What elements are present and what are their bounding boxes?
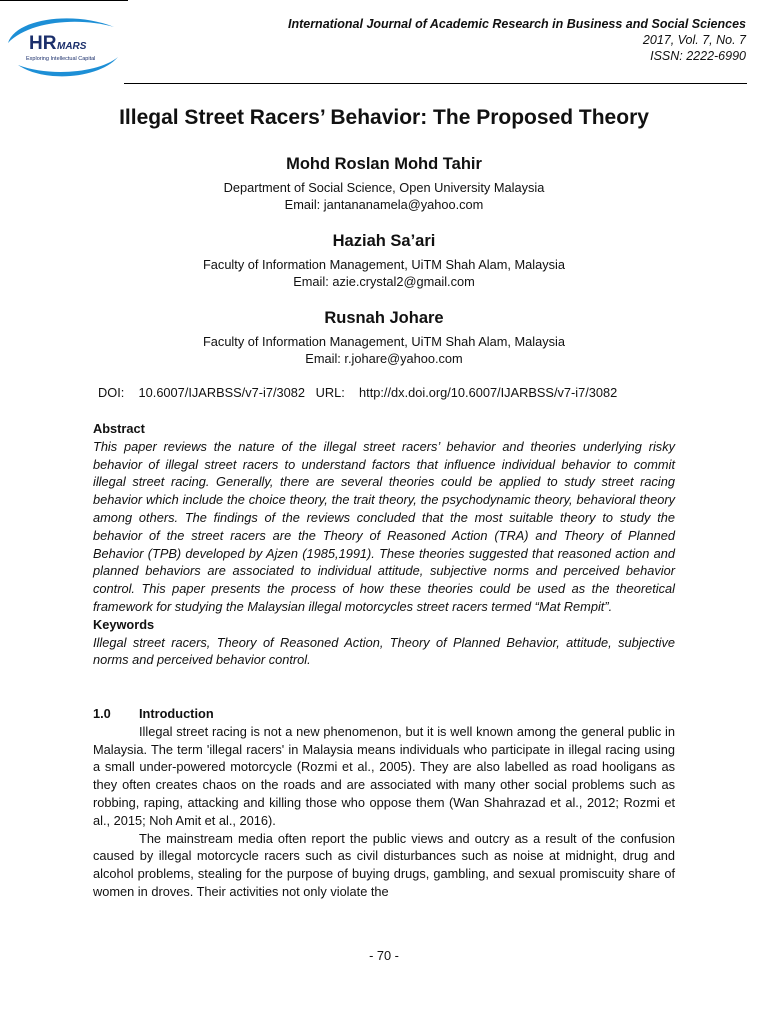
author-email: Email: jantananamela@yahoo.com [284, 197, 484, 212]
intro-paragraph-2: The mainstream media often report the public views and outcry as a result of the confusion caused by illegal motorcycle racers such as civil disturbances such as noise at midnight, drug and alcohol problems, stealing for the purpose of buying drugs, gambling, and sexual promiscuity share of women in droves. Their activities not only violate the [93, 830, 675, 899]
section-title: Introduction [139, 706, 214, 721]
logo-swoosh-icon [4, 13, 122, 83]
introduction-section [93, 705, 675, 901]
logo-main-text: HR [29, 33, 57, 54]
author-block-1 [0, 155, 768, 213]
author-affiliation: Faculty of Information Management, UiTM Shah Alam, Malaysia [202, 334, 566, 349]
journal-title: International Journal of Academic Research in Business and Social Sciences [287, 17, 746, 31]
journal-header [288, 16, 746, 64]
keywords-heading: Keywords [93, 616, 155, 632]
author-email: Email: azie.crystal2@gmail.com [293, 274, 475, 289]
author-name: Rusnah Johare [324, 309, 444, 327]
introduction-heading [93, 705, 675, 723]
logo-suffix-text: MARS [57, 41, 87, 52]
keywords-text: Illegal street racers, Theory of Reasoned Action, Theory of Planned Behavior, attitude, subjective norms and perceived behavior control. [93, 634, 675, 668]
hrmars-logo [4, 13, 122, 83]
journal-volume: 2017, Vol. 7, No. 7 [642, 33, 746, 47]
abstract-section [93, 420, 675, 669]
paper-title: Illegal Street Racers’ Behavior: The Proposed Theory [119, 106, 649, 129]
logo-tagline: Exploring Intellectual Capital [26, 56, 96, 62]
author-name: Haziah Sa’ari [332, 232, 436, 250]
abstract-heading: Abstract [93, 421, 145, 436]
header-rule [124, 83, 747, 84]
author-block-3 [0, 309, 768, 367]
section-number: 1.0 [93, 706, 111, 721]
doi-url-line[interactable]: DOI: 10.6007/IJARBSS/v7-i7/3082 URL: http://dx.doi.org/10.6007/IJARBSS/v7-i7/3082 [98, 385, 618, 400]
author-email: Email: r.johare@yahoo.com [305, 351, 463, 366]
author-affiliation: Faculty of Information Management, UiTM Shah Alam, Malaysia [202, 257, 566, 272]
journal-issn: ISSN: 2222-6990 [650, 49, 746, 63]
author-affiliation: Department of Social Science, Open University Malaysia [223, 180, 545, 195]
top-left-rule [0, 0, 128, 1]
author-name: Mohd Roslan Mohd Tahir [286, 155, 482, 173]
page-number: - 70 - [369, 948, 399, 963]
author-block-2 [0, 232, 768, 290]
intro-paragraph-1: Illegal street racing is not a new phenomenon, but it is well known among the general public in Malaysia. The term 'illegal racers' in Malaysia means individuals who participate in illegal racing using a small under-powered motorcycle (Rozmi et al., 2005). They are also labelled as road hooligans as they often creates chaos on the roads and are associated with many other social problems such as robbing, raping, attacking and killing those who oppose them (Wan Shahrazad et al., 2012; Rozmi et al., 2015; Noh Amit et al., 2016). [93, 723, 675, 828]
abstract-text: This paper reviews the nature of the illegal street racers’ behavior and theories underlying risky behavior of illegal street racers to understand factors that influence individual behavior to commit illegal street racing. Generally, there are several theories could be applied to study street racing behavior which include the choice theory, the trait theory, the psychodynamic theory, behavioral theory among others. The findings of the reviews concluded that the most suitable theory to study the behavior of the street racers are the Theory of Reasoned Action (TRA) and Theory of Planned Behavior (TPB) developed by Ajzen (1985,1991). These theories suggested that reasoned action and planned behaviors are associated to individual attitude, subjective norms and perceived behavior control. This paper presents the process of how these theories could be used as the theoretical framework for studying the Malaysian illegal motorcycles street racers termed “Mat Rempit”. [93, 438, 675, 614]
